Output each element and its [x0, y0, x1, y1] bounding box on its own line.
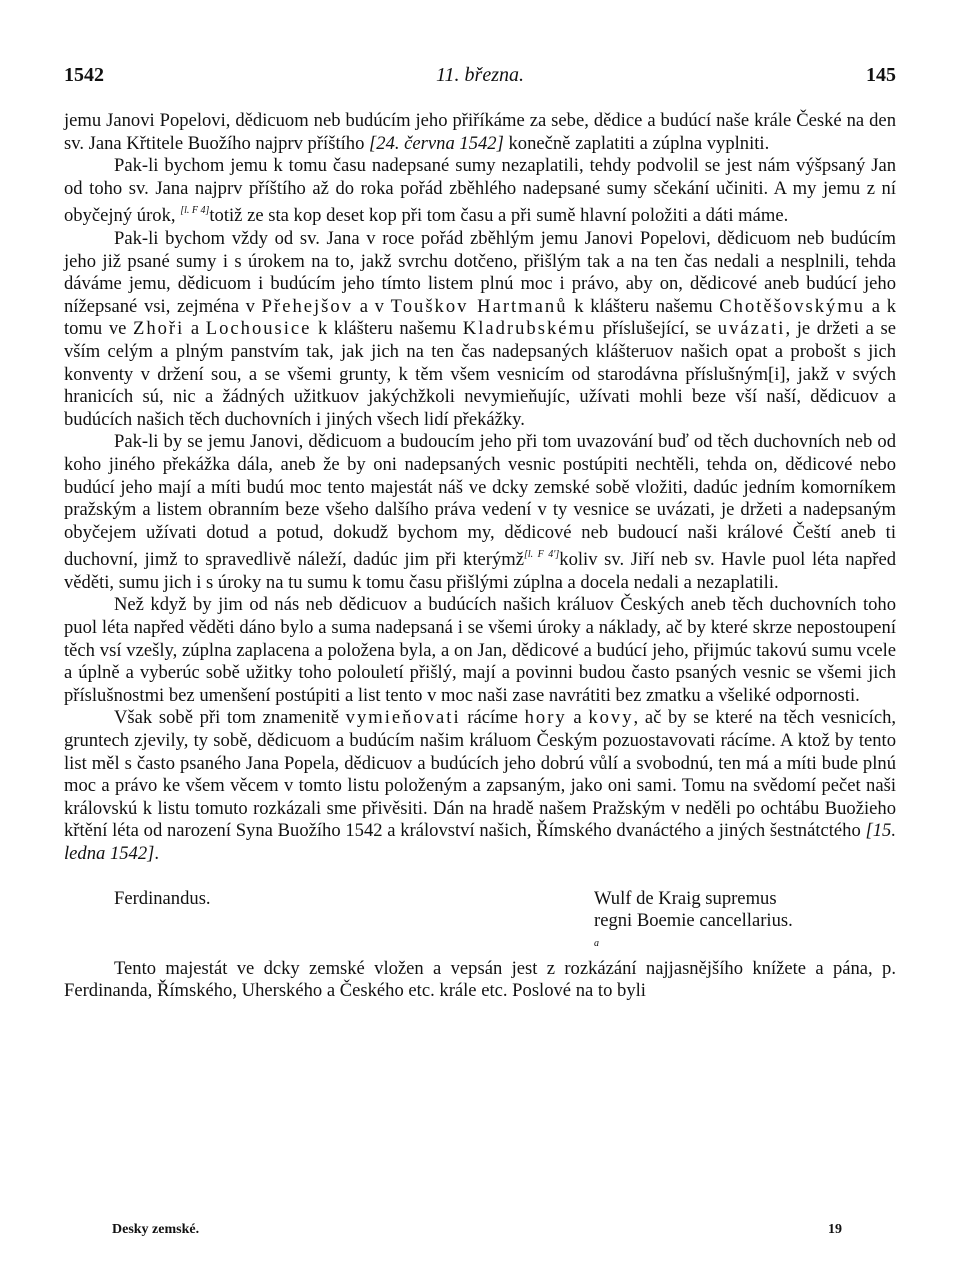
place-name: Zhoři — [132, 318, 185, 340]
p2-text-a: Pak-li bychom jemu k tomu času nadepsané sumy nezaplatili, tehdy podvolil se jest nám výšpsaný Jan od toho sv. Jana najprv příštího až do roka pořád zběhlého nadepsané sumy sčekání učiniti. A my jemu z ní obyčejný úrok, — [64, 155, 896, 227]
place-name: Přehejšov — [261, 295, 354, 317]
paragraph-5 — [64, 594, 896, 707]
signature-block — [64, 888, 896, 958]
header-page-number: 145 — [866, 64, 896, 86]
p1-text: jemu Janovi Popelovi, dědicuom neb budúcím jeho přiříkáme za sebe, dědice a budúcí naše krále České na den sv. Jana Křtitele Buožího najprv příštího — [64, 110, 896, 154]
paragraph-3 — [64, 228, 896, 431]
page-footer — [112, 1222, 842, 1242]
document-body — [64, 110, 896, 1003]
p3-text-d: a k tomu ve — [64, 295, 897, 340]
p3-text-g: příslušející, se — [602, 318, 712, 340]
p7-text: Tento majestát ve dcky zemské vložen a vepsán jest z rozkázání najjasnějšího knížete a pána, p. Ferdinanda, Římského, Uherského a Českého etc. krále etc. Poslové na to byli — [64, 957, 896, 1002]
paragraph-4 — [64, 431, 896, 594]
chancellor-line-1: Wulf de Kraig supremus — [594, 887, 777, 909]
signature-king: Ferdinandus. — [114, 887, 211, 909]
p5-text: Než když by jim od nás neb dědicuov a budúcích našich králuov Českých aneb těch duchovních toho puol léta napřed věděti dáno bylo a suma nadepsaná i se všemi úroky a náklady, ač by které skrze nepostoupení těch vsí vzešly, zúplna zaplacena a položena byla, a on Jan, dědicové a budúcí jeho, přijmúc takovú sumu vcele a úplně a vyberúc sobě užitky toho polouletí přišlý, mají a povinni budou často psaných vesnic se všemi jich příslušnostmi bez umenšení postúpiti a list tento v moc naši zase navrátiti bez zmatku a všeliké odpornosti. — [64, 594, 896, 706]
p2-text-b: totiž ze sta kop deset kop při tom času a při sumě hlavní položiti a dáti máme. — [209, 205, 789, 227]
p6-text-b: rácíme — [467, 707, 518, 729]
footer-source: Desky zemské. — [112, 1222, 200, 1237]
p3-text-f: k klášteru našemu — [318, 318, 457, 340]
header-year: 1542 — [64, 64, 104, 86]
folio-note-2: [l. F 4'] — [523, 549, 560, 561]
p3-text-e: a — [190, 318, 200, 340]
header-date: 11. března. — [436, 64, 524, 86]
paragraph-7 — [64, 958, 896, 1003]
p6-text-d: , ač by se které na těch vesnicích, gruntech zjevily, ty sobě, dědicuom a budúcím našim králuom Českým pozuostavovati rácíme. A ktož by tento list měl s často psaného Jana Popela, dědicuov a budúcích jeho dobrú vůlí a svobodnú, ten má a míti bude plnú moc a právo ke všem věcem v tomto listu položeným a zapsaným, jako oni sami. Tomu na svědomí pečet naši královskú k listu tomuto rozkázali sme přivěsiti. Dán na hradě našem Pražským v neděli po ochtábu Buožieho křtění léta od narození Syna Buožího 1542 a království našich, Římského dvanáctého a jiných šestnátctého — [64, 707, 897, 842]
p6-text-c: a — [573, 707, 582, 729]
p4-text-b: koliv sv. Jiří neb sv. Havle puol léta napřed věděti, sumu jich i s úroky na tu sumu k tomu času přišlými zúplna a docela nedali a nezaplatili. — [64, 549, 897, 593]
signature-chancellor — [594, 888, 793, 956]
footer-signature-number: 19 — [828, 1222, 842, 1237]
p1-date: [24. června 1542] — [369, 132, 504, 154]
paragraph-6 — [64, 707, 896, 865]
page-header — [64, 64, 896, 88]
p1-end: konečně zaplatiti a zúplna vyplniti. — [508, 132, 770, 154]
p6-end: . — [154, 843, 160, 864]
p6-text-a: Však sobě při tom znamenitě — [114, 707, 339, 729]
paragraph-1 — [64, 110, 896, 155]
p3-text-c: k klášteru našemu — [574, 295, 713, 317]
place-name: Lochousice — [205, 318, 312, 340]
chancellor-line-2-text: regni Boemie cancellarius. — [594, 910, 793, 932]
chancellor-line-2 — [594, 910, 793, 955]
folio-note-1: [l. F 4] — [180, 205, 210, 217]
footnote-marker: a — [594, 937, 599, 949]
p3-text-a: Pak-li bychom vždy od sv. Jana v roce pořád zběhlým jemu Janovi Popelovi, dědicuom neb budúcím jeho již psané sumy i s úrokem na to, jakž svrchu dotčeno, přišlým tak a na ten čas nedali a nesplnili, tehda dáváme jemu, dědicuom i budúcím jeho tímto listem plnú moc i právo, aby on, dědicové aneb budúcí jeho nížepsané vsi, zejména v — [64, 227, 896, 317]
place-name: Chotěšovskýmu — [719, 295, 866, 317]
p6-date: [15. ledna 1542] — [64, 820, 896, 864]
spaced-word: uvázati — [717, 318, 786, 340]
paragraph-2 — [64, 155, 896, 228]
p4-text-a: Pak-li by se jemu Janovi, dědicuom a budoucím jeho při tom uvazování buď od těch duchovních neb od koho jiného překážka dála, aneb že by oni nadepsaných vesnic postúpiti nechtěli, tehda on, dědicové nebo budúcí jeho mají a míti budú moc tento majestát náš ve dcky zemské sobě vložiti, dadúc jedním komorníkem pražským a listem obranním beze všeho dalšího práva vedení v ty vesnice se uvázati, je držeti a nadepsaným obyčejem užívati dotud a potud, dokudž bychom my, dědicové neb budoucí naši králové Čeští aneb ti duchovní, jimž to spravedlivě náleží, dadúc jim při kterýmž — [64, 431, 896, 571]
p3-text-b: a v — [359, 295, 384, 317]
spaced-word: vymieňovati — [345, 707, 461, 729]
spaced-word: kovy — [588, 707, 634, 729]
spaced-word: hory — [524, 707, 567, 729]
place-name: Touškov Hartmanů — [390, 295, 568, 317]
p3-text-h: , je držeti a se vším celým a plným panstvím tak, jak jich na ten čas nadepsaných klášteruov našich opat a probošt s jich konventy v držení sou, a se všemi grunty, k těm všem vesnicím od starodávna příslušným[i], jakž v svých hranicích sú, nic a žádných užitkuov jakýchžkoli nevymieňujíc, užívati mohli beze vší naší, dědicuov a budúcích našich těch duchovních i jiných všech lidí překážky. — [64, 318, 896, 430]
place-name: Kladrubskému — [462, 318, 597, 340]
